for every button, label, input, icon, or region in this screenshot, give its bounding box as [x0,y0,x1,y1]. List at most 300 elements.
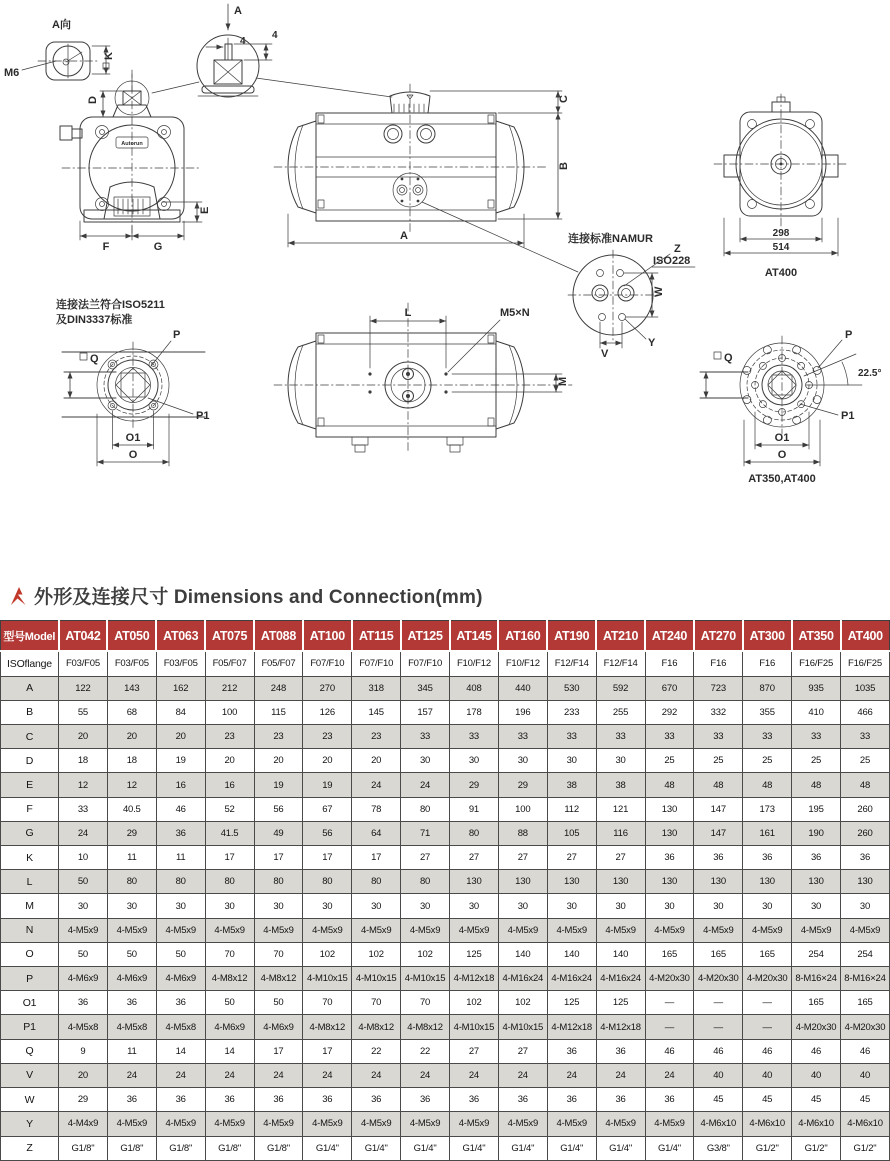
dimension-cell: G1/4" [303,1136,352,1161]
dimension-cell: 25 [841,749,890,773]
dimension-cell: 165 [743,942,792,966]
col-header-AT270: AT270 [694,621,743,652]
dimension-cell: 23 [254,725,303,749]
dimension-cell: 115 [254,700,303,724]
dimension-cell: 140 [498,942,547,966]
table-row-G [1,821,890,845]
view-a-small-end-view [4,17,115,80]
row-label: D [1,749,59,773]
dimension-cell: 4-M5x9 [547,1112,596,1136]
q-dim-label-right: Q [724,352,733,364]
table-row-ISOflange [1,651,890,676]
dimension-cell: 40 [743,1063,792,1087]
dimension-cell: 22 [352,1039,401,1063]
dimension-cell: 24 [254,1063,303,1087]
dimension-cell: 102 [450,991,499,1015]
dimension-cell: 20 [303,749,352,773]
row-label: G [1,821,59,845]
m5n-label: M5×N [500,307,530,319]
dimension-cell: 125 [596,991,645,1015]
table-row-Q [1,1039,890,1063]
dimension-cell: 48 [743,773,792,797]
dimension-cell: 30 [254,894,303,918]
dimension-cell: 30 [498,749,547,773]
dimension-cell: 4-M5x8 [107,1015,156,1039]
o1-dim-label-left: O1 [125,432,141,444]
dimension-cell: 173 [743,797,792,821]
dimension-cell: 25 [792,749,841,773]
dimension-cell: 147 [694,797,743,821]
dimension-cell: 33 [694,725,743,749]
dimension-cell: F10/F12 [450,651,499,676]
dimension-cell: 27 [596,846,645,870]
dimension-cell: 50 [59,870,108,894]
dimension-cell: 30 [841,894,890,918]
dimension-cell: F03/F05 [156,651,205,676]
dimension-cell: 22 [401,1039,450,1063]
dimension-cell: 36 [547,1088,596,1112]
dimension-cell: 48 [694,773,743,797]
dimension-cell: 4-M5x9 [792,918,841,942]
g-dim-label: G [153,241,163,253]
dimension-cell: 20 [59,725,108,749]
dimension-cell: 24 [547,1063,596,1087]
dimension-cell: 30 [156,894,205,918]
dimension-cell: 46 [792,1039,841,1063]
dimension-cell: 11 [107,1039,156,1063]
dimension-cell: 64 [352,821,401,845]
iso5211-flange-view [56,297,209,466]
dimension-cell: 130 [694,870,743,894]
dimension-cell: 8-M16×24 [841,967,890,991]
dimension-cell: 196 [498,700,547,724]
dimension-cell: 29 [107,821,156,845]
col-header-AT063: AT063 [156,621,205,652]
detail-arrow-label: A [234,5,242,17]
dimension-cell: 4-M8x12 [401,1015,450,1039]
dimension-cell: 33 [401,725,450,749]
angle-label: 22.5° [858,368,882,379]
dimension-cell: 165 [841,991,890,1015]
col-header-AT160: AT160 [498,621,547,652]
dimension-cell: 4-M5x9 [596,1112,645,1136]
dimension-cell: 46 [841,1039,890,1063]
dimension-cell: 16 [205,773,254,797]
at350-at400-label: AT350,AT400 [748,473,816,485]
dimension-cell: 14 [205,1039,254,1063]
dimension-cell: 27 [401,846,450,870]
dimension-cell: 24 [156,1063,205,1087]
dimension-cell: 49 [254,821,303,845]
dimension-cell: 78 [352,797,401,821]
dimension-cell: F12/F14 [596,651,645,676]
dimension-cell: 165 [792,991,841,1015]
row-label: E [1,773,59,797]
dimension-cell: 4-M8x12 [303,1015,352,1039]
dimension-cell: 36 [498,1088,547,1112]
dimension-cell: 130 [498,870,547,894]
dimension-cell: G1/2" [792,1136,841,1161]
dimension-cell: 157 [401,700,450,724]
dimension-cell: 80 [205,870,254,894]
dimension-cell: 270 [303,676,352,700]
dimension-cell: 4-M5x9 [450,1112,499,1136]
e-dim-label: E [199,206,211,214]
dimension-cell: 48 [792,773,841,797]
dimension-cell: 38 [596,773,645,797]
dimension-cell: 36 [450,1088,499,1112]
dimension-cell: 4-M8x12 [254,967,303,991]
w-dim-label: W [653,286,665,297]
dimension-cell: F16 [645,651,694,676]
dimension-cell: 36 [156,821,205,845]
dimension-cell: 27 [498,846,547,870]
dimension-cell: 4-M20x30 [743,967,792,991]
dimension-cell: 20 [352,749,401,773]
dimensions-table [0,620,890,1161]
dimension-cell: 33 [547,725,596,749]
dimension-cell: 4-M12x18 [596,1015,645,1039]
dimension-cell: 4-M6x9 [107,967,156,991]
dimension-cell: 91 [450,797,499,821]
p1-dim-label-right: P1 [841,410,855,422]
dimension-cell: — [743,1015,792,1039]
dimension-cell: 36 [743,846,792,870]
dimension-cell: F05/F07 [205,651,254,676]
dimension-cell: 8-M16×24 [792,967,841,991]
dimension-cell: 50 [156,942,205,966]
dimension-cell: 4-M6x10 [694,1112,743,1136]
dimension-cell: F03/F05 [107,651,156,676]
col-header-AT190: AT190 [547,621,596,652]
dimension-cell: 45 [841,1088,890,1112]
dimension-cell: 30 [547,894,596,918]
dimension-cell: 80 [107,870,156,894]
row-label: N [1,918,59,942]
dimension-cell: 24 [303,1063,352,1087]
row-label: P1 [1,1015,59,1039]
dimension-cell: 126 [303,700,352,724]
dimension-cell: 46 [156,797,205,821]
dimension-cell: 248 [254,676,303,700]
dimension-cell: 20 [156,725,205,749]
table-row-O [1,942,890,966]
dimension-cell: 105 [547,821,596,845]
dimension-cell: 20 [205,749,254,773]
namur-detail [568,231,695,360]
dimension-cell: 46 [694,1039,743,1063]
row-label: Z [1,1136,59,1161]
dimension-cell: 48 [841,773,890,797]
dimension-cell: 24 [450,1063,499,1087]
dimension-cell: 14 [156,1039,205,1063]
table-row-P1 [1,1015,890,1039]
dimension-cell: 71 [401,821,450,845]
dimension-cell: 30 [59,894,108,918]
dimension-cell: 147 [694,821,743,845]
dimension-cell: 70 [254,942,303,966]
d-dim-label: D [87,96,99,104]
brand-mark-icon [10,586,27,606]
dimension-cell: 30 [694,894,743,918]
dimension-cell: 4-M5x8 [156,1015,205,1039]
dimension-cell: 130 [645,870,694,894]
dimension-cell: 40 [841,1063,890,1087]
dimension-cell: 30 [107,894,156,918]
at350-at400-flange-view [700,329,881,485]
dimension-cell: 140 [547,942,596,966]
dimension-cell: 24 [59,821,108,845]
table-row-Z [1,1136,890,1161]
dimension-cell: 4-M4x9 [59,1112,108,1136]
page-title-en: Dimensions and Connection(mm) [173,587,483,608]
dimension-cell: 30 [401,749,450,773]
dimension-cell: 30 [401,894,450,918]
dimension-cell: 165 [645,942,694,966]
dimension-cell: 33 [450,725,499,749]
dimension-cell: 4-M5x9 [303,918,352,942]
dimension-cell: 102 [352,942,401,966]
dimension-cell: G1/8" [107,1136,156,1161]
dimension-cell: 50 [205,991,254,1015]
dimension-cell: 24 [352,1063,401,1087]
dimension-cell: 80 [401,797,450,821]
dimension-cell: 4-M6x9 [59,967,108,991]
dimension-cell: — [645,991,694,1015]
dimension-cell: 46 [743,1039,792,1063]
dimension-cell: 4-M10x15 [352,967,401,991]
dimension-cell: 723 [694,676,743,700]
table-row-P [1,967,890,991]
dimension-cell: 29 [59,1088,108,1112]
dimension-cell: 100 [498,797,547,821]
col-header-AT240: AT240 [645,621,694,652]
dimension-cell: 70 [303,991,352,1015]
dimension-cell: 592 [596,676,645,700]
dimension-cell: 55 [59,700,108,724]
dimension-cell: 24 [205,1063,254,1087]
dimension-cell: F07/F10 [401,651,450,676]
dimension-cell: 36 [401,1088,450,1112]
dimension-cell: 9 [59,1039,108,1063]
a-dim-label: A [400,230,408,242]
dimension-cell: 36 [694,846,743,870]
dimension-cell: 50 [59,942,108,966]
dimension-cell: 130 [547,870,596,894]
dimension-cell: 24 [596,1063,645,1087]
dimension-cell: 125 [547,991,596,1015]
dimension-cell: 4-M12x18 [450,967,499,991]
dimension-cell: 20 [59,1063,108,1087]
dimension-cell: 4-M10x15 [401,967,450,991]
dimension-cell: 50 [107,942,156,966]
dimension-cell: 4-M20x30 [792,1015,841,1039]
dimension-cell: 12 [107,773,156,797]
dimension-cell: 17 [303,1039,352,1063]
dimension-cell: 112 [547,797,596,821]
dimension-cell: 20 [254,749,303,773]
col-header-AT350: AT350 [792,621,841,652]
dimension-cell: 4-M5x9 [645,1112,694,1136]
dimension-cell: 25 [743,749,792,773]
dimension-cell: 212 [205,676,254,700]
dimension-cell: 292 [645,700,694,724]
dimension-cell: 4-M5x9 [156,918,205,942]
dimension-cell: 440 [498,676,547,700]
dimension-cell: 41.5 [205,821,254,845]
dimension-cell: 4-M5x9 [59,918,108,942]
dimension-cell: 16 [156,773,205,797]
table-row-F [1,797,890,821]
dimension-cell: 30 [498,894,547,918]
technical-drawings [0,0,890,572]
dimension-cell: 30 [596,749,645,773]
dimension-cell: 25 [645,749,694,773]
dimension-cell: 410 [792,700,841,724]
row-label: K [1,846,59,870]
dimension-cell: G1/8" [254,1136,303,1161]
dimension-cell: 4-M5x9 [547,918,596,942]
dimension-cell: 102 [401,942,450,966]
dimension-cell: 30 [303,894,352,918]
table-row-N [1,918,890,942]
dimension-cell: 24 [352,773,401,797]
dimension-cell: 4-M5x9 [498,918,547,942]
page-title [34,582,483,609]
dimension-cell: 4-M5x9 [107,1112,156,1136]
dimension-cell: 4-M20x30 [694,967,743,991]
table-row-V [1,1063,890,1087]
col-header-AT042: AT042 [59,621,108,652]
row-label: Y [1,1112,59,1136]
dimension-cell: 56 [303,821,352,845]
dimension-cell: 24 [107,1063,156,1087]
dimension-cell: 40.5 [107,797,156,821]
dimension-cell: G1/4" [352,1136,401,1161]
dimension-cell: 4-M6x10 [841,1112,890,1136]
col-header-model: 型号Model [1,621,59,652]
col-header-AT300: AT300 [743,621,792,652]
dimension-cell: 4-M6x9 [254,1015,303,1039]
dimension-cell: 80 [156,870,205,894]
dimension-cell: 345 [401,676,450,700]
col-header-AT400: AT400 [841,621,890,652]
f-dim-label: F [102,241,110,253]
dimension-cell: 36 [156,1088,205,1112]
dimension-cell: 19 [156,749,205,773]
p-dim-label-left: P [173,329,181,341]
dimension-cell: 11 [107,846,156,870]
dimension-cell: 30 [352,894,401,918]
table-row-A [1,676,890,700]
dimension-cell: 38 [547,773,596,797]
dimension-cell: 36 [254,1088,303,1112]
row-label: Q [1,1039,59,1063]
dimension-cell: 4-M5x9 [743,918,792,942]
dimension-cell: 27 [450,846,499,870]
dimension-cell: 4-M8x12 [205,967,254,991]
dimension-cell: 125 [450,942,499,966]
dimension-cell: F05/F07 [254,651,303,676]
dimension-cell: 190 [792,821,841,845]
dimension-cell: 11 [156,846,205,870]
dimension-cell: 30 [547,749,596,773]
dimension-cell: 4-M20x30 [841,1015,890,1039]
brand-label: Autorun [121,141,143,147]
dimension-cell: 67 [303,797,352,821]
flange-note-line2: 及DIN3337标准 [56,314,133,326]
table-row-L [1,870,890,894]
dimension-cell: 100 [205,700,254,724]
dimension-cell: 50 [254,991,303,1015]
dimension-cell: 161 [743,821,792,845]
dimension-cell: 4-M5x9 [450,918,499,942]
at400-end-view [714,94,848,279]
dimension-cell: G3/8" [694,1136,743,1161]
dimension-cell: 530 [547,676,596,700]
dimension-cell: 45 [694,1088,743,1112]
dimension-cell: 4-M12x18 [547,1015,596,1039]
dimension-cell: 30 [450,894,499,918]
col-header-AT115: AT115 [352,621,401,652]
at400-dim-outer: 514 [772,242,790,253]
dimension-cell: G1/4" [547,1136,596,1161]
dimension-cell: 143 [107,676,156,700]
dimension-cell: 332 [694,700,743,724]
dimension-cell: 36 [156,991,205,1015]
dimension-cell: 46 [645,1039,694,1063]
dimension-cell: F16 [743,651,792,676]
table-row-M [1,894,890,918]
dimension-cell: 4-M5x9 [303,1112,352,1136]
dimension-cell: G1/2" [743,1136,792,1161]
dimension-cell: 24 [645,1063,694,1087]
dimension-cell: 254 [792,942,841,966]
col-header-AT075: AT075 [205,621,254,652]
dimension-cell: 4-M10x15 [498,1015,547,1039]
m6-label: M6 [4,67,20,79]
col-header-AT050: AT050 [107,621,156,652]
front-end-view [60,70,211,253]
dimension-cell: 33 [841,725,890,749]
dimension-cell: 80 [303,870,352,894]
dimension-cell: 4-M6x9 [156,967,205,991]
dimension-cell: 130 [841,870,890,894]
dimension-cell: 23 [205,725,254,749]
detail-dim-width: 4 [240,36,246,47]
dimension-cell: 36 [792,846,841,870]
row-label: B [1,700,59,724]
dimension-cell: 4-M5x9 [156,1112,205,1136]
dimension-cell: 70 [205,942,254,966]
dimension-cell: 36 [596,1039,645,1063]
dimension-cell: 88 [498,821,547,845]
dimension-cell: 408 [450,676,499,700]
dimension-cell: G1/8" [205,1136,254,1161]
dimension-cell: 670 [645,676,694,700]
b-dim-label: B [558,162,570,170]
dimension-cell: 30 [645,894,694,918]
dimension-cell: F03/F05 [59,651,108,676]
dimension-cell: 23 [303,725,352,749]
dimension-cell: 4-M5x9 [645,918,694,942]
dimension-cell: 4-M10x15 [303,967,352,991]
row-label: O [1,942,59,966]
dimension-cell: 12 [59,773,108,797]
dimension-cell: F16 [694,651,743,676]
dimension-cell: 4-M10x15 [450,1015,499,1039]
dimension-cell: 84 [156,700,205,724]
